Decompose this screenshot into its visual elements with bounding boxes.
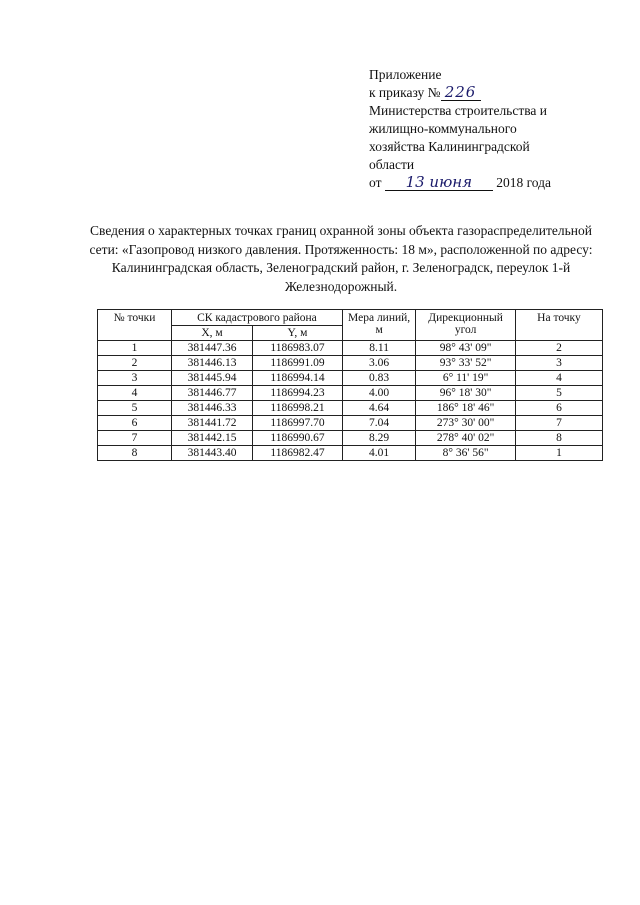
cell-point-no: 3 [98,371,172,386]
cell-to-point: 5 [515,386,602,401]
table-row [98,341,603,356]
cell-point-no: 7 [98,431,172,446]
table-row [98,431,603,446]
cell-y: 1186997.70 [253,416,343,431]
cell-x: 381441.72 [172,416,253,431]
cell-point-no: 8 [98,446,172,461]
cell-x: 381446.13 [172,356,253,371]
cell-angle: 96° 18' 30" [416,386,516,401]
cell-x: 381443.40 [172,446,253,461]
cell-length: 4.00 [342,386,415,401]
cell-to-point: 7 [515,416,602,431]
header-to-point: На точку [515,310,602,341]
cell-y: 1186994.23 [253,386,343,401]
date-handwritten: 13 июня [385,174,493,191]
header-sk-group: СК кадастрового района [172,310,343,326]
cell-to-point: 4 [515,371,602,386]
boundary-points-table [97,309,603,461]
cell-x: 381446.77 [172,386,253,401]
cell-y: 1186982.47 [253,446,343,461]
cell-point-no: 1 [98,341,172,356]
cell-x: 381447.36 [172,341,253,356]
cell-to-point: 8 [515,431,602,446]
cell-angle: 98° 43' 09" [416,341,516,356]
date-prefix: от [369,175,382,190]
cell-length: 8.29 [342,431,415,446]
cell-length: 7.04 [342,416,415,431]
cell-y: 1186983.07 [253,341,343,356]
cell-y: 1186990.67 [253,431,343,446]
cell-to-point: 1 [515,446,602,461]
header-point-no: № точки [98,310,172,341]
table-row [98,416,603,431]
cell-length: 4.01 [342,446,415,461]
cell-x: 381446.33 [172,401,253,416]
cell-to-point: 6 [515,401,602,416]
order-number-handwritten: 226 [441,84,481,101]
cell-length: 4.64 [342,401,415,416]
date-suffix: 2018 года [496,175,552,190]
document-heading: Сведения о характерных точках границ охранной зоны объекта газораспределительной сети: «Газопровод низкого давления. Протяженность: 18 м», расположенной по адресу: Калининградская область, Зеленоградский район, г. Зеленоградск, переулок 1-й Железнодорожный. [89,223,593,294]
cell-angle: 93° 33' 52" [416,356,516,371]
header-length: Мера линий, м [342,310,415,341]
cell-y: 1186991.09 [253,356,343,371]
cell-length: 0.83 [342,371,415,386]
cell-angle: 278° 40' 02" [416,431,516,446]
cell-x: 381445.94 [172,371,253,386]
table-row [98,371,603,386]
cell-to-point: 2 [515,341,602,356]
table-row [98,386,603,401]
table-row [98,356,603,371]
appendix-block [369,66,609,192]
cell-angle: 273° 30' 00" [416,416,516,431]
cell-point-no: 4 [98,386,172,401]
order-number-prefix: к приказу № [369,85,441,100]
cell-y: 1186998.21 [253,401,343,416]
cell-angle: 6° 11' 19" [416,371,516,386]
cell-point-no: 2 [98,356,172,371]
header-x: X, м [172,326,253,341]
table-row [98,401,603,416]
ministry-line-1: Министерства строительства и [369,103,548,118]
cell-angle: 186° 18' 46" [416,401,516,416]
cell-point-no: 6 [98,416,172,431]
ministry-line-4: области [369,157,415,172]
header-y: Y, м [253,326,343,341]
cell-length: 8.11 [342,341,415,356]
cell-point-no: 5 [98,401,172,416]
cell-length: 3.06 [342,356,415,371]
ministry-line-3: хозяйства Калининградской [369,139,530,154]
date-line [369,174,609,192]
cell-to-point: 3 [515,356,602,371]
cell-x: 381442.15 [172,431,253,446]
cell-y: 1186994.14 [253,371,343,386]
ministry-line-2: жилищно-коммунального [369,121,517,136]
appendix-title: Приложение [369,67,442,82]
cell-angle: 8° 36' 56" [416,446,516,461]
header-angle: Дирекционный угол [416,310,516,341]
table-row [98,446,603,461]
order-number-line [369,84,609,102]
